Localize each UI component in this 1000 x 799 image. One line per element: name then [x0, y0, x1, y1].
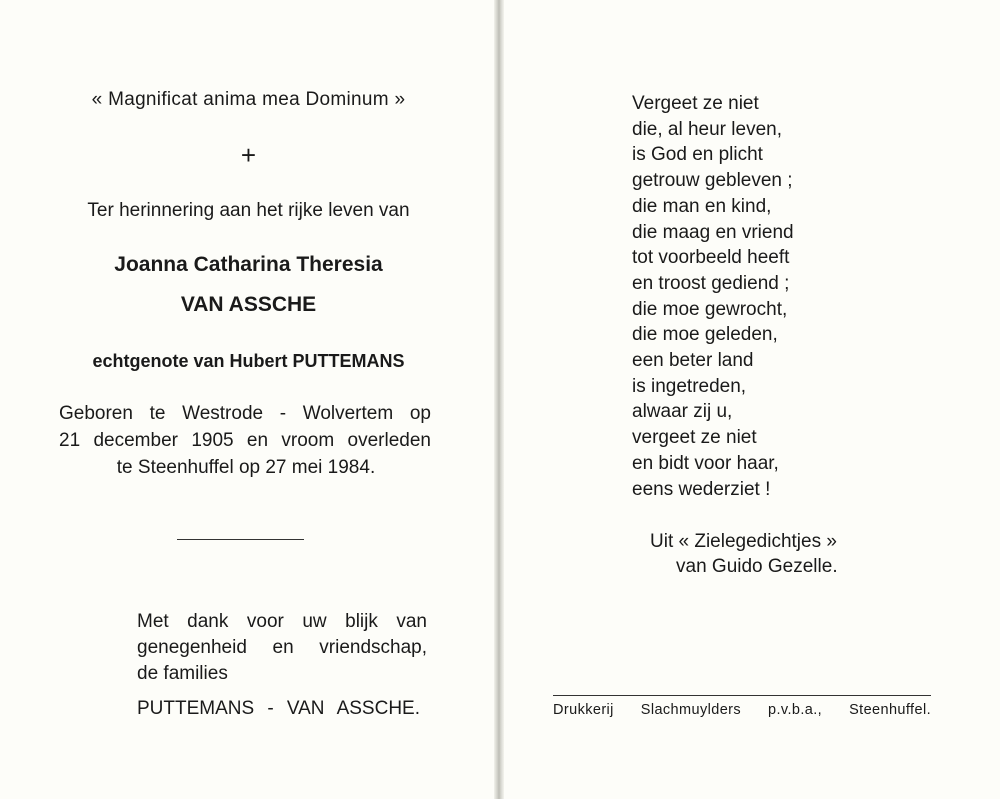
deceased-given-names: Joanna Catharina Theresia	[114, 253, 383, 276]
poem-line: die maag en vriend	[632, 221, 794, 243]
poem-line: die, al heur leven,	[632, 118, 782, 140]
printer-rule	[553, 695, 931, 696]
deceased-surname: VAN ASSCHE	[180, 293, 317, 316]
thanks-line: de families	[137, 663, 228, 684]
poem-line: die moe geleden,	[632, 324, 778, 346]
intro-text: Ter herinnering aan het rijke leven van	[87, 200, 410, 221]
birth-line-3: te Steenhuffel op 27 mei 1984.	[116, 457, 376, 478]
families-signature: PUTTEMANS - VAN ASSCHE.	[137, 698, 420, 719]
cross-icon: +	[240, 140, 257, 170]
thanks-line: Met dank voor uw blijk van	[137, 611, 427, 632]
poem-line: eens wederziet !	[632, 478, 771, 500]
birth-line-2: 21 december 1905 en vroom overleden	[59, 430, 431, 451]
poem-line: vergeet ze niet	[632, 427, 757, 449]
poem-source: Uit « Zielegedichtjes »	[650, 531, 837, 552]
poem-line: Vergeet ze niet	[632, 93, 759, 114]
poem-line: alwaar zij u,	[632, 401, 733, 423]
poem-line: en bidt voor haar,	[632, 452, 779, 474]
printer-credit: Drukkerij Slachmuylders p.v.b.a., Steenhuffel.	[553, 702, 931, 718]
poem-line: die man en kind,	[632, 195, 772, 217]
spouse-surname: PUTTEMANS	[292, 351, 405, 371]
spouse-line	[0, 350, 497, 372]
poem-line: die moe gewrocht,	[632, 298, 788, 320]
poem-line: en troost gediend ;	[632, 272, 790, 294]
latin-quote: « Magnificat anima mea Dominum »	[91, 89, 406, 110]
poem-line: is God en plicht	[632, 144, 763, 166]
poem-line: is ingetreden,	[632, 375, 747, 397]
poem	[632, 91, 794, 502]
thanks-line: genegenheid en vriendschap,	[137, 637, 427, 658]
spouse-prefix: echtgenote van Hubert	[92, 351, 288, 371]
poem-line: tot voorbeeld heeft	[632, 247, 790, 269]
divider-line	[177, 539, 304, 540]
thanks-block	[137, 609, 427, 687]
poem-line: getrouw gebleven ;	[632, 170, 793, 192]
card-fold	[494, 0, 504, 799]
poem-line: een beter land	[632, 350, 754, 372]
poem-author: van Guido Gezelle.	[676, 556, 838, 577]
birth-line-1: Geboren te Westrode - Wolvertem op	[59, 403, 431, 424]
